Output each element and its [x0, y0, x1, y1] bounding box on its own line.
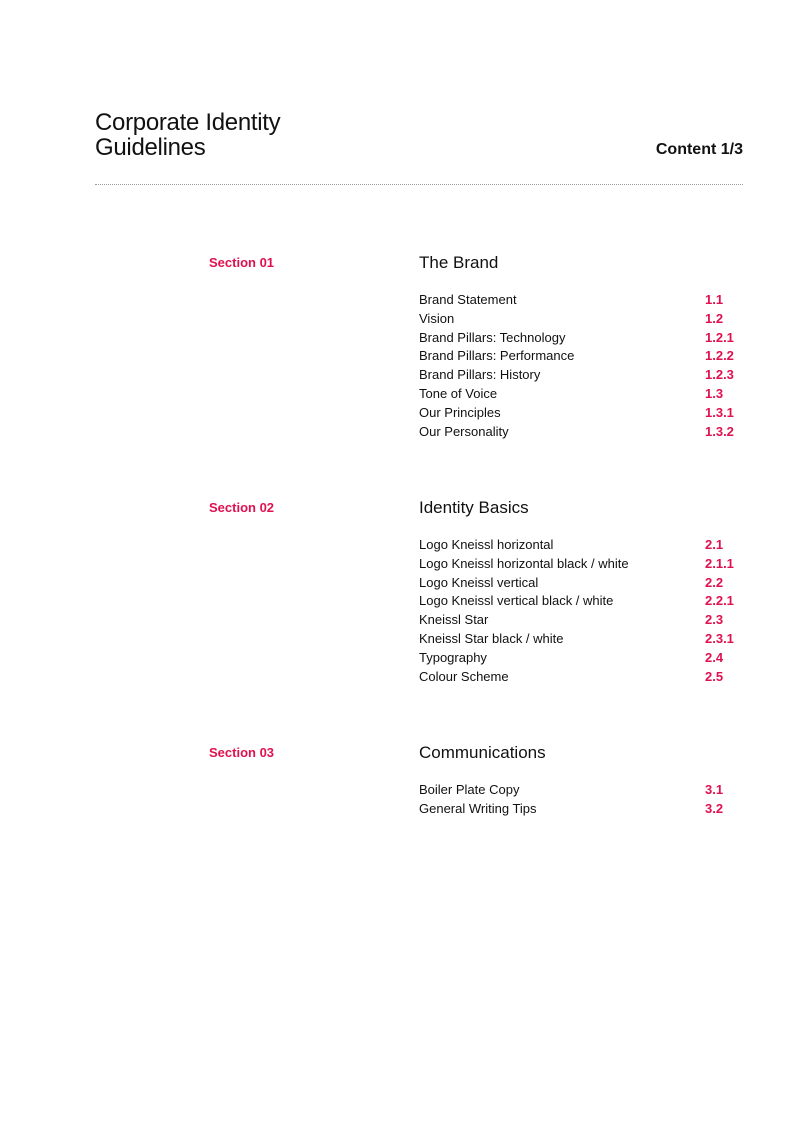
toc-entry-text: Our Personality [419, 423, 509, 439]
toc-entry-number: 2.4 [705, 649, 724, 665]
title-line-1: Corporate Identity [95, 109, 281, 136]
toc-entry[interactable] [419, 668, 749, 687]
toc-entry-number: 2.1 [705, 537, 724, 552]
toc-entry[interactable] [419, 592, 749, 611]
toc-entry-text: Brand Pillars: Performance [419, 348, 575, 364]
toc-entry[interactable] [419, 310, 749, 329]
toc-entry-number: 3.1 [705, 782, 724, 797]
toc-entry[interactable] [419, 649, 749, 668]
toc-entry[interactable] [419, 423, 749, 442]
toc-entry-number: 2.2.1 [705, 593, 734, 609]
toc-entry[interactable] [419, 536, 749, 555]
toc-entry-number: 2.5 [705, 668, 724, 684]
toc-entry-text: Logo Kneissl vertical black / white [419, 593, 614, 609]
toc-entry-text: Brand Pillars: History [419, 367, 541, 383]
toc-entry[interactable] [419, 366, 749, 385]
toc-entry[interactable] [419, 404, 749, 423]
toc-entry-text: Logo Kneissl horizontal [419, 537, 554, 552]
toc-entry-text: Brand Pillars: Technology [419, 329, 566, 345]
section-label: Section 02 [209, 500, 275, 515]
toc-entry-number: 1.3.1 [705, 404, 734, 420]
toc-entry-number: 2.3 [705, 612, 724, 628]
toc-entry-number: 1.2.3 [705, 367, 734, 383]
toc-entry[interactable] [419, 800, 749, 819]
document-title [95, 110, 280, 160]
toc-entry-number: 2.1.1 [705, 555, 734, 571]
toc-entry[interactable] [419, 347, 749, 366]
toc-entry-text: Kneissl Star [419, 612, 489, 628]
toc-entry-number: 1.3 [705, 385, 724, 401]
toc-entry-number: 1.1 [705, 292, 724, 307]
section-entries [419, 536, 749, 686]
toc-entry-text: Logo Kneissl vertical [419, 574, 539, 590]
toc-entry[interactable] [419, 630, 749, 649]
page-label: Content 1/3 [655, 141, 743, 158]
toc-entry-text: Kneissl Star black / white [419, 630, 564, 646]
section-entries [419, 291, 749, 441]
toc-entry-text: Boiler Plate Copy [419, 782, 520, 797]
toc-entry-number: 1.2.1 [705, 329, 734, 345]
toc-entry[interactable] [419, 574, 749, 593]
toc-entry-text: Typography [419, 649, 487, 665]
toc-entry-text: Tone of Voice [419, 385, 498, 401]
toc-entry-text: Brand Statement [419, 292, 517, 307]
toc-entry-text: Our Principles [419, 404, 501, 420]
header-divider [95, 184, 743, 185]
section-label: Section 03 [209, 745, 275, 760]
section-title: Identity Basics [419, 498, 529, 517]
toc-entry-text: General Writing Tips [419, 800, 537, 816]
section-title: Communications [419, 743, 546, 762]
toc-entry-number: 1.3.2 [705, 423, 734, 439]
toc-entry-number: 1.2 [705, 310, 724, 326]
toc-entry[interactable] [419, 385, 749, 404]
toc-entry-number: 3.2 [705, 800, 724, 816]
section-label: Section 01 [209, 255, 275, 270]
toc-entry[interactable] [419, 555, 749, 574]
section-title: The Brand [419, 253, 499, 272]
toc-entry[interactable] [419, 611, 749, 630]
toc-entry-text: Colour Scheme [419, 668, 509, 684]
toc-entry-number: 2.2 [705, 574, 724, 590]
toc-entry[interactable] [419, 781, 749, 800]
title-line-2: Guidelines [95, 134, 206, 161]
toc-entry[interactable] [419, 329, 749, 348]
section-entries [419, 781, 749, 819]
toc-entry-text: Vision [419, 310, 455, 326]
toc-entry-number: 1.2.2 [705, 348, 734, 364]
toc-entry-number: 2.3.1 [705, 630, 734, 646]
toc-entry[interactable] [419, 291, 749, 310]
toc-entry-text: Logo Kneissl horizontal black / white [419, 555, 629, 571]
